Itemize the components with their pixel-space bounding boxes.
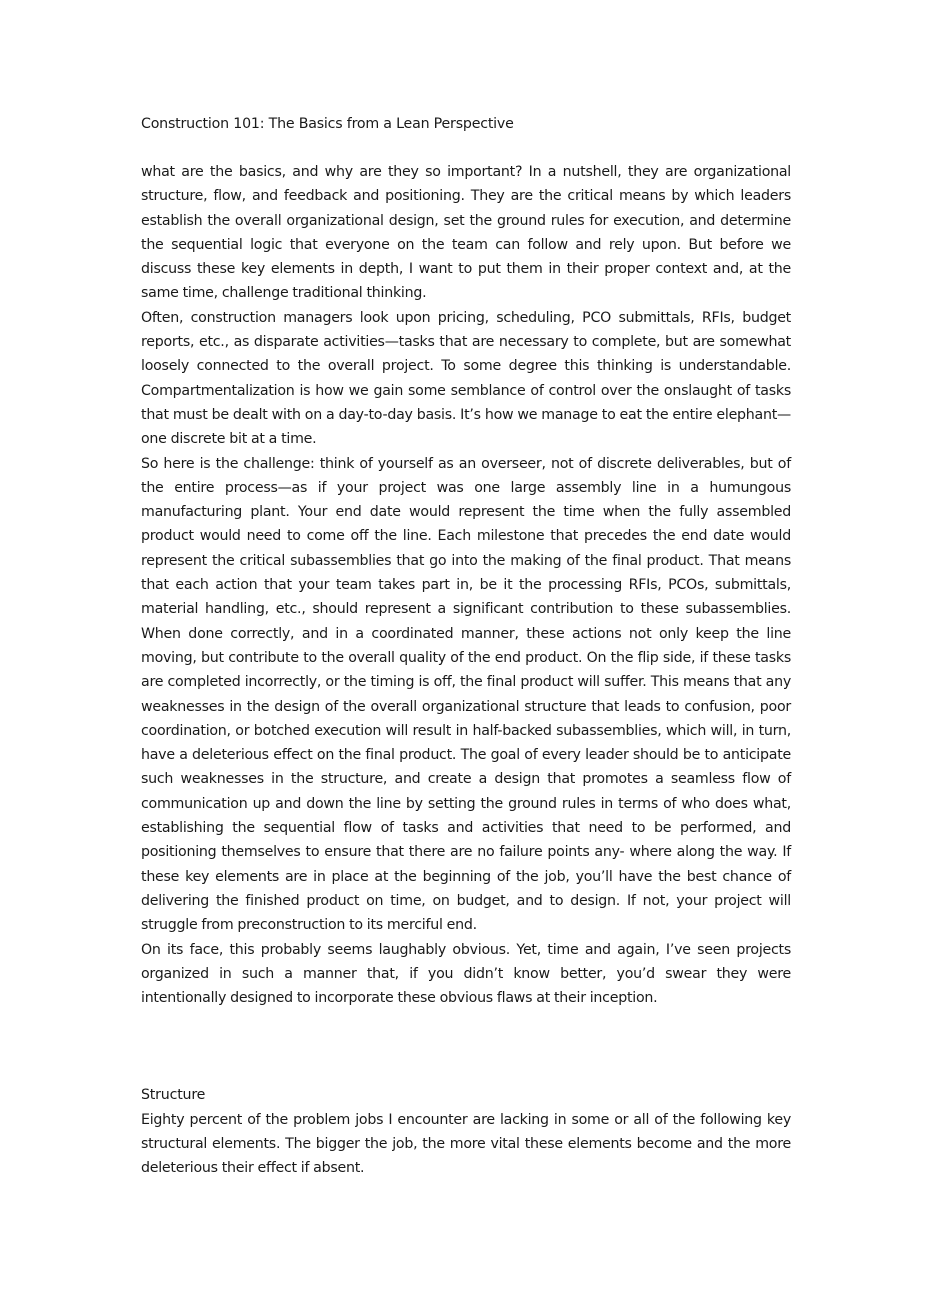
body-paragraph: Often, construction managers look upon pricing, scheduling, PCO submittals, RFIs, budget reports, etc., as disparate activities—tasks that are necessary to complete, but are somewhat loosely connected to the overall project. To some degree this thinking is understandable. Compartmentalization is how we gain some semblance of control over the onslaught of tasks that must be dealt with on a day-to-day basis. It’s how we manage to eat the entire elephant—one discrete bit at a time.	[141, 309, 791, 448]
section-spacer	[141, 1010, 791, 1083]
body-paragraph: So here is the challenge: think of yourself as an overseer, not of discrete deliverables, but of the entire process—as if your project was one large assembly line in a humungous manufacturing plant. Your end date would represent the time when the fully assembled product would need to come off the line. Each milestone that precedes the end date would represent the critical subassemblies that go into the making of the final product. That means that each action that your team takes part in, be it the processing RFIs, PCOs, submittals, material handling, etc., should represent a significant contribution to these subassemblies. When done correctly, and in a coordinated manner, these actions not only keep the line moving, but contribute to the overall quality of the end product. On the flip side, if these tasks are completed incorrectly, or the timing is off, the final product will suffer. This means that any weaknesses in the design of the overall organizational structure that leads to confusion, poor coordination, or botched execution will result in half-backed subassemblies, which will, in turn, have a deleterious effect on the final product. The goal of every leader should be to anticipate such weaknesses in the structure, and create a design that promotes a seamless flow of communication up and down the line by setting the ground rules in terms of who does what, establishing the sequential flow of tasks and activities that need to be performed, and positioning themselves to ensure that there are no failure points any- where along the way. If these key elements are in place at the beginning of the job, you’ll have the best chance of delivering the finished product on time, on budget, and to design. If not, your project will struggle from preconstruction to its merciful end.	[141, 455, 791, 934]
document-page	[141, 112, 791, 1181]
section-paragraph: Eighty percent of the problem jobs I encounter are lacking in some or all of the following key structural elements. The bigger the job, the more vital these elements become and the more deleterious their effect if absent.	[141, 1111, 791, 1177]
section-heading: Structure	[141, 1087, 206, 1104]
body-paragraph: On its face, this probably seems laughably obvious. Yet, time and again, I’ve seen projects organized in such a manner that, if you didn’t know better, you’d swear they were intentionally designed to incorporate these obvious flaws at their inception.	[141, 941, 791, 1007]
body-paragraph: what are the basics, and why are they so important? In a nutshell, they are organizational structure, flow, and feedback and positioning. They are the critical means by which leaders establish the overall organizational design, set the ground rules for execution, and determine the sequential logic that everyone on the team can follow and rely upon. But before we discuss these key elements in depth, I want to put them in their proper context and, at the same time, challenge traditional thinking.	[141, 164, 791, 302]
document-title: Construction 101: The Basics from a Lean Perspective	[141, 116, 514, 132]
